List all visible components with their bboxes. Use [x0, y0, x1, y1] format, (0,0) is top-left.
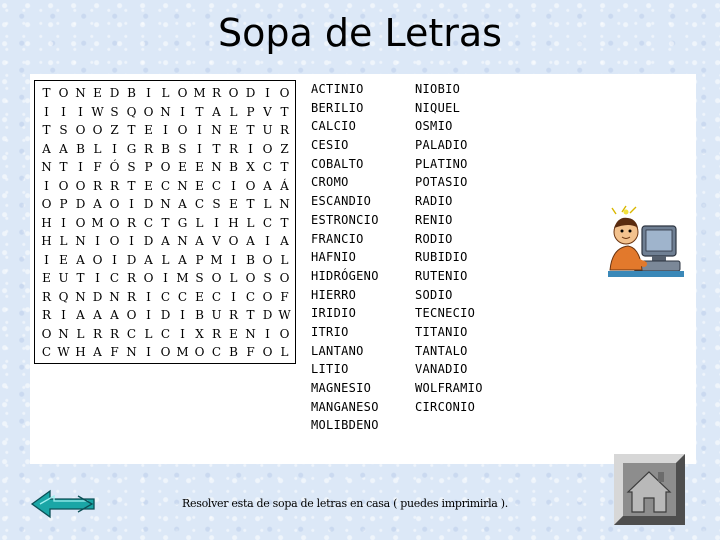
grid-cell: O	[160, 345, 171, 359]
word-list-item: ESCANDIO	[311, 194, 372, 209]
grid-cell: I	[180, 308, 185, 322]
grid-cell: R	[126, 215, 137, 230]
word-list-item: MOLIBDENO	[311, 418, 379, 433]
grid-cell: F	[93, 160, 102, 174]
grid-cell: I	[78, 104, 83, 119]
grid-cell: O	[75, 123, 86, 137]
instruction-text: Resolver esta de sopa de letras en casa ( puedes imprimirla ).	[182, 497, 508, 510]
grid-cell: C	[126, 326, 137, 341]
grid-cell: R	[109, 178, 120, 193]
grid-cell: T	[246, 123, 255, 137]
word-list-item: BERILIO	[311, 100, 364, 115]
grid-cell: T	[280, 215, 289, 230]
grid-cell: O	[245, 271, 256, 285]
grid-cell: I	[231, 289, 236, 304]
grid-cell: Q	[126, 104, 137, 119]
grid-cell: S	[178, 141, 187, 156]
grid-cell: L	[195, 215, 204, 230]
word-list-item: CALCIO	[311, 119, 357, 134]
grid-cell: L	[161, 252, 170, 267]
grid-cell: Ó	[109, 160, 120, 174]
grid-cell: I	[248, 141, 253, 156]
grid-cell: A	[42, 141, 51, 156]
grid-cell: T	[195, 104, 204, 119]
word-list-item: HIERRO	[311, 287, 357, 302]
grid-cell: D	[143, 234, 154, 248]
grid-cell: L	[93, 141, 102, 156]
grid-cell: T	[246, 197, 255, 211]
grid-cell: H	[41, 234, 52, 248]
grid-cell: P	[59, 197, 68, 211]
grid-cell: O	[279, 86, 290, 100]
word-list-item: NIOBIO	[415, 82, 461, 96]
grid-cell: E	[195, 289, 204, 304]
grid-cell: R	[92, 178, 103, 193]
grid-cell: R	[109, 326, 120, 341]
grid-cell: V	[212, 234, 221, 248]
grid-cell: C	[143, 215, 154, 230]
grid-cell: N	[109, 289, 120, 304]
grid-cell: T	[127, 178, 136, 193]
grid-cell: S	[110, 104, 119, 119]
word-list-item: POTASIO	[415, 175, 468, 190]
word-list-item: TECNECIO	[415, 306, 476, 321]
grid-cell: X	[246, 160, 255, 174]
grid-cell: E	[195, 178, 204, 193]
grid-cell: O	[262, 252, 273, 267]
grid-cell: F	[246, 345, 255, 359]
grid-cell: O	[75, 215, 86, 230]
grid-cell: I	[129, 197, 134, 211]
grid-cell: S	[263, 271, 272, 285]
grid-cell: C	[160, 289, 171, 304]
grid-cell: A	[93, 197, 102, 211]
word-list-item: LANTANO	[311, 343, 364, 358]
word-list-item: LITIO	[311, 362, 349, 377]
word-list-item: PALADIO	[415, 138, 468, 153]
grid-cell: M	[91, 215, 104, 230]
word-list-item: TITANIO	[415, 324, 468, 339]
grid-cell: L	[280, 345, 289, 359]
grid-cell: E	[42, 271, 51, 285]
grid-cell: A	[178, 252, 187, 267]
grid-cell: R	[41, 308, 52, 322]
grid-cell: U	[262, 123, 273, 137]
grid-cell: S	[127, 160, 136, 174]
grid-cell: N	[211, 123, 222, 137]
grid-cell: E	[178, 160, 187, 174]
grid-cell: I	[44, 178, 49, 193]
grid-cell: M	[176, 271, 189, 285]
grid-cell: P	[246, 104, 255, 119]
grid-cell: D	[262, 308, 273, 322]
grid-cell: I	[44, 252, 49, 267]
grid-cell: D	[160, 308, 171, 322]
word-list-item: RADIO	[415, 194, 453, 209]
grid-cell: T	[127, 123, 136, 137]
grid-cell: H	[75, 345, 86, 359]
word-list-item: ESTRONCIO	[311, 212, 379, 227]
grid-cell: I	[197, 141, 202, 156]
grid-cell: T	[280, 160, 289, 174]
grid-cell: R	[41, 289, 52, 304]
word-list-item: HAFNIO	[311, 250, 357, 265]
grid-cell: O	[126, 308, 137, 322]
grid-cell: B	[195, 308, 204, 322]
grid-cell: H	[228, 215, 239, 230]
grid-cell: O	[109, 234, 120, 248]
grid-cell: A	[93, 308, 102, 322]
grid-cell: O	[194, 345, 205, 359]
grid-cell: M	[176, 345, 189, 359]
grid-cell: A	[263, 178, 272, 193]
grid-cell: R	[211, 86, 222, 100]
grid-cell: F	[110, 345, 119, 359]
grid-cell: S	[59, 123, 68, 137]
grid-cell: I	[231, 252, 236, 267]
grid-cell: R	[126, 271, 137, 285]
grid-cell: L	[246, 215, 255, 230]
word-list-item: CROMO	[311, 175, 349, 190]
grid-cell: E	[144, 123, 153, 137]
grid-cell: N	[126, 345, 137, 359]
grid-cell: I	[180, 104, 185, 119]
grid-cell: H	[41, 215, 52, 230]
word-list-item: SODIO	[415, 287, 453, 302]
word-list-item: MANGANESO	[311, 399, 379, 414]
word-list-column-2	[415, 80, 525, 416]
grid-cell: N	[75, 234, 86, 248]
grid-cell: L	[76, 326, 85, 341]
word-list-item: RUTENIO	[415, 268, 468, 283]
grid-cell: N	[279, 197, 290, 211]
grid-cell: A	[144, 252, 153, 267]
grid-cell: I	[112, 141, 117, 156]
grid-cell: O	[262, 141, 273, 156]
grid-cell: T	[212, 141, 221, 156]
grid-cell: I	[61, 215, 66, 230]
content-panel	[30, 74, 696, 464]
grid-cell: E	[59, 252, 68, 267]
grid-cell: D	[245, 86, 256, 100]
grid-cell: L	[59, 234, 68, 248]
grid-cell: T	[246, 308, 255, 322]
grid-cell: L	[280, 252, 289, 267]
grid-cell: O	[177, 86, 188, 100]
grid-cell: C	[211, 289, 222, 304]
grid-cell: O	[160, 160, 171, 174]
word-list-item: TANTALO	[415, 343, 468, 358]
home-icon[interactable]	[612, 452, 687, 527]
grid-cell: O	[143, 104, 154, 119]
grid-cell: L	[144, 326, 153, 341]
word-list-item: CESIO	[311, 138, 349, 153]
grid-cell: C	[245, 289, 256, 304]
grid-cell: W	[278, 308, 291, 322]
back-arrow-icon[interactable]	[30, 488, 98, 520]
grid-cell: G	[126, 141, 137, 156]
word-list-item: WOLFRAMIO	[415, 381, 483, 395]
grid-cell: I	[78, 160, 83, 174]
grid-cell: I	[180, 326, 185, 341]
word-list-item: ACTINIO	[311, 82, 364, 96]
grid-cell: Q	[58, 289, 69, 304]
grid-cell: C	[262, 215, 273, 230]
grid-cell: L	[161, 86, 170, 100]
grid-cell: O	[92, 123, 103, 137]
grid-cell: M	[210, 252, 223, 267]
grid-cell: O	[228, 234, 239, 248]
grid-cell: A	[161, 234, 170, 248]
word-list-item: CIRCONIO	[415, 399, 476, 414]
grid-cell: P	[195, 252, 204, 267]
grid-cell: C	[160, 178, 171, 193]
grid-cell: I	[197, 123, 202, 137]
grid-cell: O	[245, 178, 256, 193]
grid-cell: R	[211, 326, 222, 341]
grid-cell: I	[163, 271, 168, 285]
grid-cell: N	[160, 197, 171, 211]
grid-cell: I	[61, 104, 66, 119]
grid-cell: I	[95, 271, 100, 285]
grid-cell: I	[61, 308, 66, 322]
grid-cell: D	[92, 289, 103, 304]
grid-cell: I	[146, 289, 151, 304]
grid-cell: C	[211, 178, 222, 193]
word-list-item: HIDRÓGENO	[311, 268, 379, 283]
grid-cell: W	[57, 345, 70, 359]
word-list-item: FRANCIO	[311, 231, 364, 246]
grid-cell: E	[195, 160, 204, 174]
grid-cell: T	[42, 86, 51, 100]
grid-cell: A	[246, 234, 255, 248]
grid-cell: A	[59, 141, 68, 156]
grid-cell: B	[246, 252, 255, 267]
word-list-item: NIQUEL	[415, 100, 461, 115]
grid-cell: Z	[280, 141, 289, 156]
grid-cell: R	[143, 141, 154, 156]
word-list-item: COBALTO	[311, 156, 364, 171]
grid-cell: N	[245, 326, 256, 341]
grid-cell: I	[231, 178, 236, 193]
grid-cell: C	[262, 160, 273, 174]
grid-cell: I	[95, 234, 100, 248]
grid-cell: N	[75, 289, 86, 304]
letter-grid	[34, 80, 296, 364]
grid-cell: G	[177, 215, 188, 230]
grid-cell: L	[263, 197, 272, 211]
grid-cell: T	[161, 215, 170, 230]
grid-cell: I	[146, 308, 151, 322]
grid-cell: O	[41, 326, 52, 341]
grid-cell: O	[109, 215, 120, 230]
grid-cell: D	[143, 197, 154, 211]
grid-cell: T	[280, 104, 289, 119]
grid-cell: F	[280, 289, 289, 304]
word-list-item: ITRIO	[311, 324, 349, 339]
grid-cell: O	[143, 271, 154, 285]
grid-cell: D	[126, 252, 137, 267]
grid-cell: E	[229, 326, 238, 341]
grid-cell: T	[76, 271, 85, 285]
grid-cell: N	[75, 86, 86, 100]
grid-cell: O	[75, 178, 86, 193]
grid-cell: C	[211, 345, 222, 359]
word-list-item: RODIO	[415, 231, 453, 246]
grid-cell: I	[112, 252, 117, 267]
grid-cell: S	[212, 197, 221, 211]
grid-cell: C	[177, 289, 188, 304]
grid-cell: W	[91, 104, 104, 119]
grid-cell: N	[160, 104, 171, 119]
grid-cell: I	[265, 86, 270, 100]
grid-cell: Z	[110, 123, 119, 137]
grid-cell: I	[146, 345, 151, 359]
grid-cell: O	[262, 345, 273, 359]
grid-cell: R	[126, 289, 137, 304]
grid-cell: E	[229, 123, 238, 137]
grid-cell: A	[76, 308, 85, 322]
grid-cell: B	[229, 345, 238, 359]
word-list-item: MAGNESIO	[311, 381, 372, 395]
word-list-item: VANADIO	[415, 362, 468, 377]
grid-cell: B	[229, 160, 238, 174]
grid-cell: O	[109, 197, 120, 211]
grid-cell: I	[129, 234, 134, 248]
grid-cell: N	[177, 178, 188, 193]
grid-cell: O	[279, 326, 290, 341]
grid-cell: A	[178, 197, 187, 211]
word-list-item: PLATINO	[415, 156, 468, 171]
word-list-column-1	[311, 80, 421, 435]
grid-cell: C	[41, 345, 52, 359]
grid-cell: N	[211, 160, 222, 174]
grid-cell: U	[58, 271, 69, 285]
grid-cell: R	[279, 123, 290, 137]
student-computer-icon	[604, 204, 686, 292]
grid-cell: O	[279, 271, 290, 285]
grid-cell: U	[211, 308, 222, 322]
grid-cell: O	[262, 289, 273, 304]
grid-cell: I	[146, 86, 151, 100]
word-list-item: IRIDIO	[311, 306, 357, 321]
grid-cell: C	[160, 326, 171, 341]
grid-cell: S	[195, 271, 204, 285]
grid-cell: N	[58, 326, 69, 341]
grid-cell: A	[195, 234, 204, 248]
grid-cell: N	[177, 234, 188, 248]
grid-cell: C	[194, 197, 205, 211]
grid-cell: D	[75, 197, 86, 211]
grid-cell: I	[265, 234, 270, 248]
word-list-item: RENIO	[415, 212, 453, 227]
grid-cell: O	[177, 123, 188, 137]
grid-cell: X	[195, 326, 204, 341]
grid-cell: B	[76, 141, 85, 156]
grid-cell: I	[163, 123, 168, 137]
grid-cell: V	[263, 104, 272, 119]
grid-cell: O	[58, 178, 69, 193]
grid-cell: O	[92, 252, 103, 267]
grid-cell: R	[92, 326, 103, 341]
grid-cell: D	[109, 86, 120, 100]
grid-cell: Á	[280, 178, 289, 193]
grid-cell: P	[144, 160, 153, 174]
grid-cell: O	[58, 86, 69, 100]
grid-cell: E	[229, 197, 238, 211]
grid-cell: C	[109, 271, 120, 285]
grid-cell: O	[211, 271, 222, 285]
grid-cell: T	[59, 160, 68, 174]
word-list-item: RUBIDIO	[415, 250, 468, 265]
grid-cell: I	[214, 215, 219, 230]
grid-cell: A	[93, 345, 102, 359]
grid-cell: R	[228, 308, 239, 322]
grid-cell: I	[265, 326, 270, 341]
grid-cell: T	[42, 123, 51, 137]
grid-cell: B	[127, 86, 136, 100]
grid-cell: A	[212, 104, 221, 119]
grid-cell: I	[44, 104, 49, 119]
grid-cell: A	[280, 234, 289, 248]
grid-cell: A	[110, 308, 119, 322]
grid-cell: O	[41, 197, 52, 211]
grid-cell: O	[228, 86, 239, 100]
grid-cell: A	[76, 252, 85, 267]
grid-cell: M	[193, 86, 206, 100]
grid-cell: B	[161, 141, 170, 156]
word-list-item: OSMIO	[415, 119, 453, 134]
grid-cell: L	[229, 104, 238, 119]
grid-cell: N	[41, 160, 52, 174]
grid-cell: R	[228, 141, 239, 156]
grid-cell: E	[144, 178, 153, 193]
grid-cell: E	[93, 86, 102, 100]
page-title: Sopa de Letras	[218, 11, 502, 55]
grid-cell: L	[229, 271, 238, 285]
